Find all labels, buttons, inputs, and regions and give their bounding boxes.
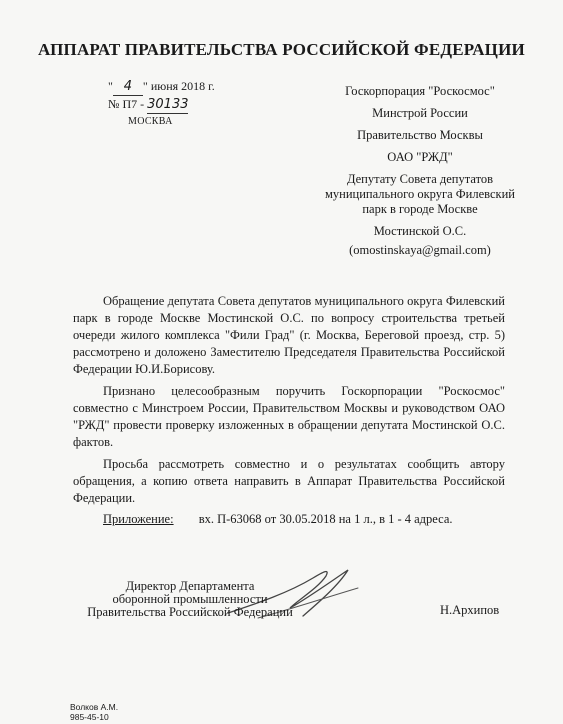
recipient: Депутату Совета депутатов муниципального округа Филевский парк в городе Москве xyxy=(325,172,515,216)
attachment-label: Приложение: xyxy=(103,512,174,526)
document-header: АППАРАТ ПРАВИТЕЛЬСТВА РОССИЙСКОЙ ФЕДЕРАЦИИ xyxy=(38,40,525,59)
executor-phone: 985-45-10 xyxy=(70,712,109,722)
registration-number: № П7 - 30133 xyxy=(108,97,189,112)
registration-block xyxy=(108,78,215,114)
signatory-name: Н.Архипов xyxy=(440,603,500,617)
registration-date: " 4 " июня 2018 г. xyxy=(108,79,215,94)
recipient: ОАО "РЖД" xyxy=(387,150,453,164)
attachment-text: вх. П-63068 от 30.05.2018 на 1 л., в 1 - 4 адреса. xyxy=(198,512,453,526)
recipient: Госкорпорация "Роскосмос" xyxy=(345,84,495,98)
recipient-email: (omostinskaya@gmail.com) xyxy=(349,243,491,257)
signatory-position: Директор Департамента оборонной промышленности Правительства Российской Федерации xyxy=(87,579,293,619)
recipient: Минстрой России xyxy=(372,106,468,120)
recipients-list xyxy=(300,84,540,265)
letter-body xyxy=(73,293,505,512)
handwritten-number: 30133 xyxy=(147,97,189,112)
attachment-line xyxy=(103,512,453,527)
recipient: Мостинской О.С. xyxy=(373,224,467,238)
body-paragraph: Обращение депутата Совета депутатов муниципального округа Филевский парк в городе Москве Мостинской О.С. по вопросу строительства третьей очереди жилого комплекса "Фили Град" (г. Москва, Береговой проезд, стр. 5) рассмотрено и доложено Заместителю Председателя Правительства Российской Федерации Ю.И.Борисову. xyxy=(73,294,505,376)
handwritten-day: 4 xyxy=(113,79,143,96)
registration-city: МОСКВА xyxy=(128,116,173,127)
executor-info xyxy=(70,702,118,722)
recipient: Правительство Москвы xyxy=(357,128,483,142)
body-paragraph: Просьба рассмотреть совместно и о результатах сообщить автору обращения, а копию ответа направить в Аппарат Правительства Российской Федерации. xyxy=(73,457,505,505)
body-paragraph: Признано целесообразным поручить Госкорпорации "Роскосмос" совместно с Минстроем России, Правительством Москвы и руководством ОАО "РЖД" провести проверку изложенных в обращении депутата Мостинской О.С. фактов. xyxy=(73,384,505,449)
registration-month-year: июня 2018 г. xyxy=(150,79,215,93)
executor-name: Волков А.М. xyxy=(70,702,119,712)
